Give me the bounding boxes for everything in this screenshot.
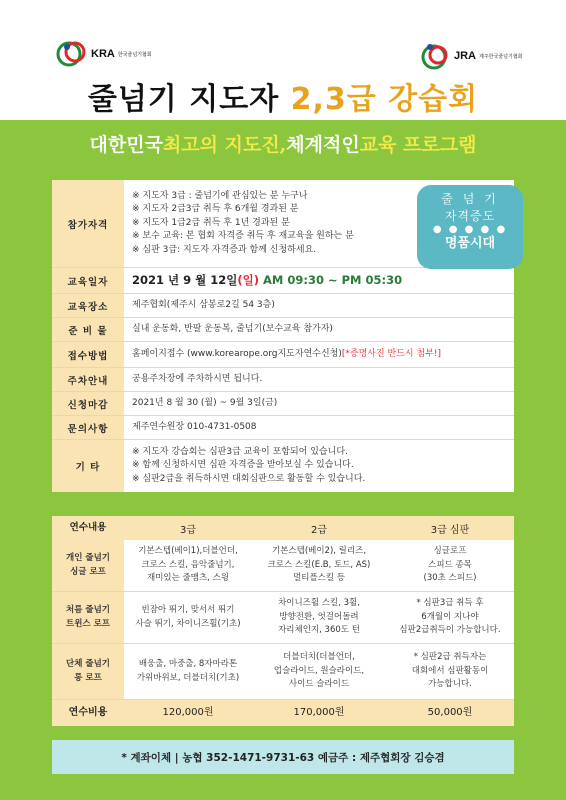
fee-label-line: 개인 줄넘기 [65, 553, 110, 563]
fee-cell-line: 배웅출, 마중출, 8자마라톤 [138, 659, 238, 669]
fee-cell-line: 스피드 종목 [428, 559, 472, 570]
fee-label-line: 싱글 로프 [70, 566, 106, 577]
info-line: 2021년 8 월 30 (월) ~ 9월 3일(금) [132, 397, 278, 408]
fee-cell-line: (30초 스피드) [423, 573, 477, 584]
info-row-date [52, 268, 514, 294]
fee-cell-line: 가능합니다. [428, 679, 472, 690]
fee-cell [252, 592, 386, 643]
fee-cell-line: * 심판3급 취득 후 [416, 598, 484, 609]
fee-header-row [52, 516, 514, 540]
info-label: 신청마감 [52, 392, 124, 415]
education-date [132, 274, 514, 288]
info-label: 교육일자 [52, 268, 124, 293]
info-line: 제주협회(제주시 삼봉로2길 54 3층) [132, 299, 275, 310]
info-label: 참가자격 [52, 180, 124, 267]
fee-cell-line: 크로스 스킬, 음악줄넘기, [141, 559, 235, 570]
fee-header-cell: 연수내용 [52, 516, 124, 540]
fee-row-label [52, 592, 124, 643]
info-value [124, 368, 514, 391]
info-line: ※ 지도자 1급2급 취득 후 1년 경과된 분 [132, 217, 290, 228]
info-line: 제주연수원장 010-4731-0508 [132, 421, 257, 432]
info-label: 문의사항 [52, 416, 124, 439]
info-value [124, 440, 514, 492]
fee-cell-line: 크로스 스킬(E.B, 토드, AS) [267, 559, 371, 570]
fee-header-cell: 3급 심판 [386, 516, 514, 540]
info-line: 공용주차장에 주차하시면 됩니다. [132, 373, 263, 384]
info-value [124, 294, 514, 317]
fee-label-line: 롱 로프 [74, 672, 102, 683]
badge-line1: 줄 넘 기 [441, 192, 499, 206]
info-row-supplies [52, 318, 514, 342]
certificate-badge [417, 185, 523, 269]
fee-cost-cell: 50,000원 [386, 700, 514, 726]
fee-cell-line: 기본스텝(베이2), 릴리즈, [271, 546, 367, 557]
info-value [124, 318, 514, 341]
date-day: (일) [237, 272, 259, 287]
fee-cell-line: 재미있는 줄맴츠, 스윙 [146, 573, 229, 584]
subtitle-part-d: 교육 프로그램 [359, 134, 477, 156]
fee-cell-line: 대회에서 심판활동이 [411, 665, 489, 676]
fee-row-cost [52, 700, 514, 726]
info-value [124, 268, 514, 293]
info-row-etc [52, 440, 514, 492]
fee-cell-line: 차이니즈휠 스킬, 3휠, [278, 598, 360, 609]
fee-cell-line: 기본스텝(베이1),더블언더, [138, 546, 238, 557]
fee-cell-line: 업슬라이드, 원슬라이드, [273, 665, 365, 676]
date-main: 2021 년 9 월 12일 [132, 272, 238, 287]
jra-logo-text: JRA [454, 50, 477, 62]
info-row-parking [52, 368, 514, 392]
fee-cell [124, 592, 252, 643]
jra-logo-icon [418, 39, 452, 73]
fee-label-line: 트윈스 로프 [65, 618, 110, 629]
badge-dots: ● ● ● ● ● [432, 224, 508, 235]
fee-cell-line: 싱글로프 [433, 546, 467, 557]
info-row-deadline [52, 392, 514, 416]
subtitle-part-b: 최고의 지도진, [162, 134, 287, 156]
fee-cell-line: 더블더치(더블언더, [283, 652, 355, 663]
info-line: ※ 보수 교육: 본 협회 자격증 취득 후 재교육을 원하는 분 [132, 231, 354, 242]
page-title-accent: 2,3급 강습회 [290, 82, 479, 117]
fee-cell [252, 644, 386, 699]
fee-label-line: 처름 줄넘기 [65, 605, 110, 615]
fee-cost-cell: 120,000원 [124, 700, 252, 726]
fee-cost-label: 연수비용 [52, 700, 124, 726]
fee-header-cell: 2급 [252, 516, 386, 540]
registration-note: [*증명사진 반드시 첨부!] [341, 348, 441, 359]
fee-cell-line: 사슬 뛰기, 차이니즈휠(기초) [135, 618, 241, 629]
info-label: 주차안내 [52, 368, 124, 391]
fee-cell [386, 644, 514, 699]
fee-row-long-rope [52, 644, 514, 700]
fee-cell-line: 사이드 슬라이드 [288, 679, 350, 690]
info-value [124, 342, 514, 367]
info-label: 준 비 물 [52, 318, 124, 341]
fee-row-twins-rope [52, 592, 514, 644]
fee-cell-line: * 심판2급 취득자는 [413, 652, 487, 663]
badge-line2: 자격증도 [444, 209, 496, 223]
fee-cost-cell: 170,000원 [252, 700, 386, 726]
fee-cell [124, 644, 252, 699]
jra-logo [418, 36, 548, 76]
kra-logo-text: KRA [91, 48, 115, 60]
fee-cell [124, 540, 252, 591]
info-row-registration [52, 342, 514, 368]
fee-table [52, 516, 514, 726]
fee-cell-line: 멀티플스킬 등 [293, 573, 345, 584]
info-row-location [52, 294, 514, 318]
info-line: ※ 심판2급을 취득하시면 대회심판으로 활동할 수 있습니다. [132, 473, 366, 484]
kra-logo-icon [55, 37, 89, 71]
info-line: ※ 함께 신청하시면 심판 자격증을 받아보실 수 있습니다. [132, 460, 354, 471]
info-row-contact [52, 416, 514, 440]
kra-logo-subtext: 한국줄넘기협회 [117, 51, 152, 58]
info-line: ※ 지도자 강습회는 심판3급 교육이 포함되어 있습니다. [132, 446, 348, 457]
info-line: ※ 심판 3급: 지도자 자격증과 함께 신청하세요. [132, 244, 317, 255]
fee-cell [252, 540, 386, 591]
bank-transfer-info: * 계좌이체 | 농협 352-1471-9731-63 예금주 : 제주협회장 김승겸 [52, 740, 514, 774]
info-value [124, 392, 514, 415]
jra-logo-subtext: 제주한국줄넘기협회 [479, 53, 523, 60]
fee-cell-line: 심판2급취득이 가능합니다. [399, 625, 501, 636]
info-line: 실내 운동화, 반팔 운동복, 줄넘기(보수교육 참가자) [132, 323, 333, 334]
page-subtitle [0, 130, 566, 157]
subtitle-part-c: 체계적인 [286, 134, 360, 156]
info-line: ※ 지도자 2급3급 취득 후 6개월 경과된 분 [132, 204, 299, 215]
kra-logo [55, 36, 185, 72]
date-time: AM 09:30 ~ PM 05:30 [258, 272, 403, 287]
fee-header-cell: 3급 [124, 516, 252, 540]
fee-cell-line: 가위바위보, 더블더치(기초) [136, 672, 240, 683]
fee-cell-line: 자리체인지, 360도 턴 [278, 625, 360, 636]
registration-line [132, 348, 514, 362]
badge-line3: 명품시대 [444, 236, 496, 251]
fee-cell-line: 빈잠아 뛰기, 맞서서 뛰기 [141, 605, 235, 615]
info-label: 교육장소 [52, 294, 124, 317]
page-title-main: 줄넘기 지도자 [87, 82, 280, 117]
fee-row-single-rope [52, 540, 514, 592]
fee-cell-line: 방향전환, 엇걸어돌려 [279, 611, 359, 622]
info-value [124, 416, 514, 439]
registration-text: 홈페이지접수 (www.korearope.org지도자연수신청) [132, 348, 342, 359]
info-line: ※ 지도자 3급 : 줄넘기에 관심있는 분 누구나 [132, 190, 308, 201]
fee-row-label [52, 540, 124, 591]
info-label: 접수방법 [52, 342, 124, 367]
fee-label-line: 단체 줄넘기 [65, 659, 110, 669]
subtitle-part-a: 대한민국 [89, 134, 163, 156]
info-label: 기 타 [52, 440, 124, 492]
fee-cell-line: 6개월이 지나야 [421, 611, 479, 622]
fee-row-label [52, 644, 124, 699]
fee-cell [386, 592, 514, 643]
page-title [0, 74, 566, 118]
fee-cell [386, 540, 514, 591]
